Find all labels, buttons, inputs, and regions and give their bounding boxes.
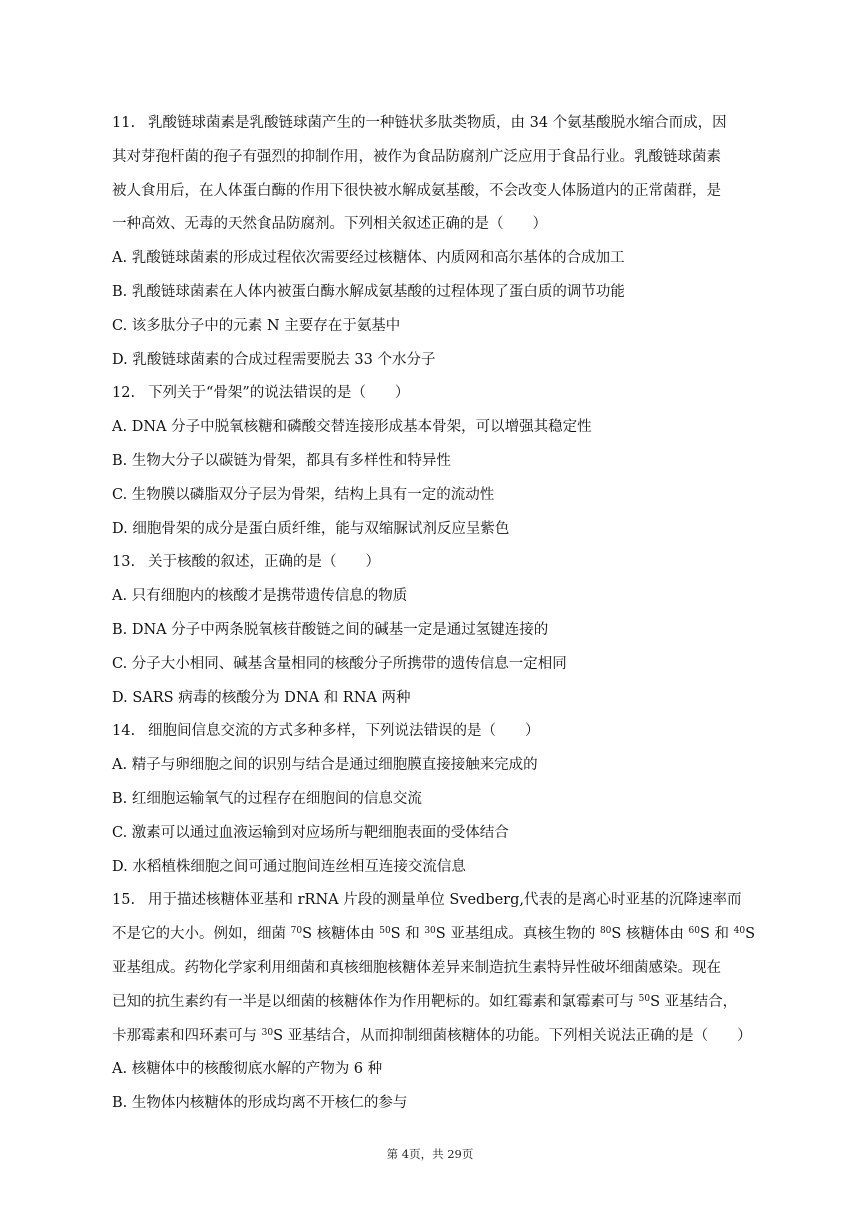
- option-b: B. 乳酸链球菌素在人体内被蛋白酶水解成氨基酸的过程体现了蛋白质的调节功能: [112, 283, 625, 300]
- option-d: D. 乳酸链球菌素的合成过程需要脱去 33 个水分子: [112, 351, 436, 368]
- question-stem-line: 被人食用后，在人体蛋白酶的作用下很快被水解成氨基酸，不会改变人体肠道内的正常菌群，是: [112, 182, 721, 199]
- option-a: A. 精子与卵细胞之间的识别与结合是通过细胞膜直接接触来完成的: [112, 757, 538, 774]
- option-a: A. 核糖体中的核酸彻底水解的产物为 6 种: [112, 1061, 383, 1078]
- question-stem-line: 14. 细胞间信息交流的方式多种多样，下列说法错误的是（ ）: [112, 715, 752, 749]
- question-number: 13.: [112, 554, 136, 571]
- question-stem-line: 亚基组成。药物化学家利用细菌和真核细胞核糖体差异来制造抗生素特异性破坏细菌感染。现在: [112, 959, 721, 976]
- question-15: [112, 884, 756, 1121]
- option-d: D. 细胞骨架的成分是蛋白质纤维，能与双缩脲试剂反应呈紫色: [112, 520, 510, 537]
- question-stem-line: 13. 关于核酸的叙述，正确的是（ ）: [112, 546, 752, 580]
- question-stem-line: 11. 乳酸链球菌素是乳酸链球菌产生的一种链状多肽类物质，由 34 个氨基酸脱水缩合而成，因: [112, 107, 752, 141]
- option-b: B. 生物大分子以碳链为骨架，都具有多样性和特异性: [112, 452, 451, 469]
- question-stem-line: 15. 用于描述核糖体亚基和 rRNA 片段的测量单位 Svedberg,代表的是离心时亚基的沉降速率而: [112, 884, 752, 918]
- option-b: B. 生物体内核糖体的形成均离不开核仁的参与: [112, 1095, 408, 1112]
- question-number: 14.: [112, 723, 136, 740]
- option-b: B. DNA 分子中两条脱氧核苷酸链之间的碱基一定是通过氢键连接的: [112, 621, 549, 638]
- question-stem-line: 不是它的大小。例如，细菌 $^{70}$S 核糖体由 $^{50}$S 和 $^{30}$S 亚基组成。真核生物的 $^{80}$S 核糖体由 $^{60}$S 和 $^{40}$S: [112, 926, 756, 943]
- option-c: C. 分子大小相同、碱基含量相同的核酸分子所携带的遗传信息一定相同: [112, 655, 567, 672]
- question-14: [112, 715, 752, 884]
- question-stem-line: 一种高效、无毒的天然食品防腐剂。下列相关叙述正确的是（ ）: [112, 216, 547, 233]
- question-stem-line: 其对芽孢杆菌的孢子有强烈的抑制作用，被作为食品防腐剂广泛应用于食品行业。乳酸链球菌素: [112, 148, 721, 165]
- option-d: D. SARS 病毒的核酸分为 DNA 和 RNA 两种: [112, 689, 411, 706]
- question-number: 12.: [112, 385, 136, 402]
- question-12: [112, 377, 752, 546]
- option-b: B. 红细胞运输氧气的过程存在细胞间的信息交流: [112, 790, 422, 807]
- option-c: C. 该多肽分子中的元素 N 主要存在于氨基中: [112, 317, 401, 334]
- question-13: [112, 546, 752, 715]
- option-c: C. 生物膜以磷脂双分子层为骨架，结构上具有一定的流动性: [112, 486, 495, 503]
- question-stem-line: 12. 下列关于“骨架”的说法错误的是（ ）: [112, 377, 752, 411]
- question-11: [112, 107, 752, 377]
- question-number: 11.: [112, 115, 136, 131]
- option-a: A. 只有细胞内的核酸才是携带遗传信息的物质: [112, 588, 408, 605]
- page-footer: 第 4页，共 29页: [386, 1147, 474, 1161]
- question-stem-line: 卡那霉素和四环素可与 $^{30}$S 亚基结合，从而抑制细菌核糖体的功能。下列相关说法正确的是（ ）: [112, 1027, 752, 1044]
- option-a: A. 乳酸链球菌素的形成过程依次需要经过核糖体、内质网和高尔基体的合成加工: [112, 250, 625, 267]
- question-number: 15.: [112, 892, 136, 909]
- question-content: [112, 107, 756, 1121]
- option-c: C. 激素可以通过血液运输到对应场所与靶细胞表面的受体结合: [112, 824, 509, 841]
- option-d: D. 水稻植株细胞之间可通过胞间连丝相互连接交流信息: [112, 858, 466, 875]
- question-stem-line: 已知的抗生素约有一半是以细菌的核糖体作为作用靶标的。如红霉素和氯霉素可与 $^{50}$S 亚基结合，: [112, 993, 738, 1010]
- option-a: A. DNA 分子中脱氧核糖和磷酸交替连接形成基本骨架，可以增强其稳定性: [112, 419, 592, 436]
